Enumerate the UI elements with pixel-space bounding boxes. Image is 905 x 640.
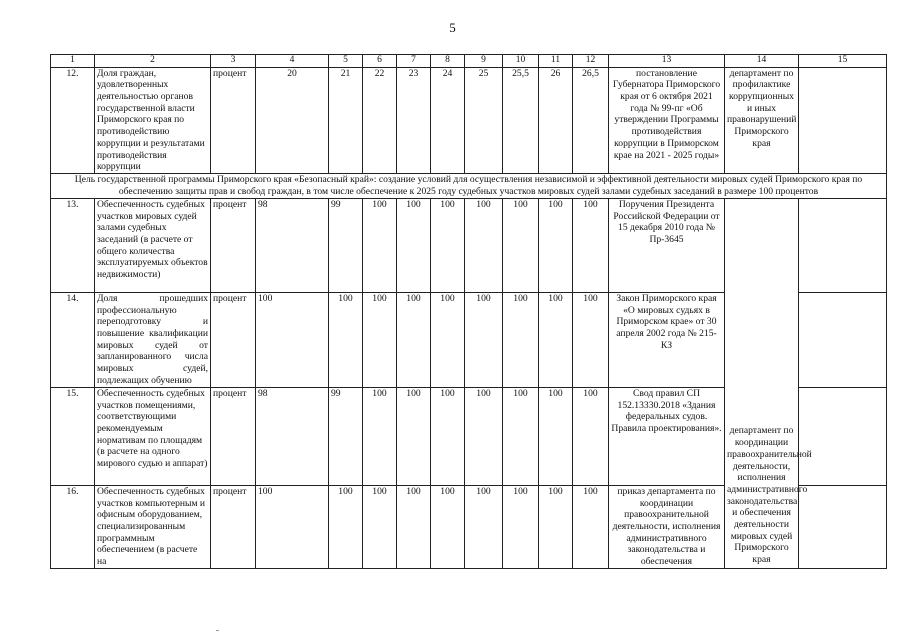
value-cell: 22 xyxy=(363,67,397,173)
column-header: 12 xyxy=(573,55,609,68)
column-header: 14 xyxy=(725,55,799,68)
value-cell: 100 xyxy=(431,292,465,387)
value-cell: 100 xyxy=(573,198,609,292)
row-number: 15. xyxy=(51,387,95,485)
column-header: 11 xyxy=(539,55,573,68)
value-cell: 100 xyxy=(363,485,397,568)
basis-document: Поручения Президента Российской Федерации от 15 декабря 2010 года № Пр-3645 xyxy=(609,198,725,292)
value-cell: 100 xyxy=(465,198,503,292)
value-cell: 100 xyxy=(256,485,329,568)
column-header: 7 xyxy=(397,55,431,68)
column-header: 6 xyxy=(363,55,397,68)
row-number: 16. xyxy=(51,485,95,568)
value-cell: 100 xyxy=(573,292,609,387)
column-header: 2 xyxy=(95,55,211,68)
column-header: 1 xyxy=(51,55,95,68)
value-cell: 100 xyxy=(539,198,573,292)
table-row xyxy=(51,67,887,173)
responsible-body: департамент по профилактике коррупционных и иных правонарушений Приморского края xyxy=(725,67,799,173)
indicator-name: Доля прошедших профессиональную переподготовку и повышение квалификации мировых судей от запланированного числа мировых судей, подлежащих обучению xyxy=(95,292,211,387)
row-number: 14. xyxy=(51,292,95,387)
value-cell: 100 xyxy=(397,198,431,292)
value-cell: 98 xyxy=(256,387,329,485)
value-cell: 99 xyxy=(329,387,363,485)
column-header: 8 xyxy=(431,55,465,68)
value-cell: 100 xyxy=(431,198,465,292)
value-cell: 100 xyxy=(363,198,397,292)
value-cell: 23 xyxy=(397,67,431,173)
unit: процент xyxy=(211,292,256,387)
value-cell: 100 xyxy=(431,387,465,485)
value-cell: 100 xyxy=(503,292,539,387)
program-goal: Цель государственной программы Приморского края «Безопасный край»: создание условий для осуществления независимой и эффективной деятельности мировых судей Приморского края по обеспечению защиты прав и свобод граждан, в том числе обеспечение к 2025 году судебных участков мировых судей залами судебных заседаний в размере 100 процентов xyxy=(51,173,887,198)
value-cell: 100 xyxy=(397,292,431,387)
value-cell: 100 xyxy=(363,292,397,387)
value-cell: 25 xyxy=(465,67,503,173)
value-cell: 100 xyxy=(329,292,363,387)
value-cell: 100 xyxy=(397,485,431,568)
unit: процент xyxy=(211,198,256,292)
column-header: 5 xyxy=(329,55,363,68)
indicator-name: Обеспеченность судебных участков помещениями, соответствующими рекомендуемым нормативам по площадям (в расчете на одного мирового судью и аппарат) xyxy=(95,387,211,485)
value-cell: 100 xyxy=(539,387,573,485)
value-cell: 100 xyxy=(465,387,503,485)
column-number-header xyxy=(51,55,887,68)
responsible-body: департамент по координации правоохранительной деятельности, исполнения административного законодательства и обеспечения деятельности мировых судей Приморского края xyxy=(727,425,812,566)
indicator-name: Доля граждан, удовлетворенных деятельностью органов государственной власти Приморского края по противодействию коррупции и результатами противодействия коррупции xyxy=(95,67,211,173)
indicator-name: Обеспеченность судебных участков мировых судей залами судебных заседаний (в расчете от общего количества эксплуатируемых объектов недвижимости) xyxy=(95,198,211,292)
page-number: 5 xyxy=(449,20,456,35)
value-cell: 100 xyxy=(397,387,431,485)
value-cell: 99 xyxy=(329,198,363,292)
empty-cell xyxy=(799,387,887,485)
empty-cell xyxy=(799,485,887,568)
value-cell: 100 xyxy=(465,292,503,387)
indicators-table xyxy=(50,54,887,569)
value-cell: 20 xyxy=(256,67,329,173)
value-cell: 24 xyxy=(431,67,465,173)
column-header: 3 xyxy=(211,55,256,68)
column-header: 10 xyxy=(503,55,539,68)
value-cell: 100 xyxy=(539,292,573,387)
column-header: 4 xyxy=(256,55,329,68)
goal-row xyxy=(51,173,887,198)
basis-document: приказ департамента по координации правоохранительной деятельности, исполнения административного законодательства и обеспечения xyxy=(609,485,725,568)
empty-cell xyxy=(799,67,887,173)
value-cell: 100 xyxy=(573,485,609,568)
value-cell: 100 xyxy=(363,387,397,485)
basis-document: постановление Губернатора Приморского края от 6 октября 2021 года № 99-пг «Об утверждении Программы противодействия коррупции в Приморском крае на 2021 - 2025 годы» xyxy=(609,67,725,173)
table-row xyxy=(51,198,887,292)
unit: процент xyxy=(211,387,256,485)
scan-mark xyxy=(216,630,219,631)
value-cell: 25,5 xyxy=(503,67,539,173)
value-cell: 26,5 xyxy=(573,67,609,173)
basis-document: Свод правил СП 152.13330.2018 «Здания федеральных судов. Правила проектирования». xyxy=(609,387,725,485)
unit: процент xyxy=(211,67,256,173)
value-cell: 100 xyxy=(431,485,465,568)
value-cell: 100 xyxy=(503,198,539,292)
column-header: 15 xyxy=(799,55,887,68)
value-cell: 100 xyxy=(256,292,329,387)
value-cell: 100 xyxy=(329,485,363,568)
value-cell: 100 xyxy=(503,387,539,485)
empty-cell xyxy=(799,198,887,292)
value-cell: 100 xyxy=(539,485,573,568)
value-cell: 100 xyxy=(465,485,503,568)
value-cell: 21 xyxy=(329,67,363,173)
responsible-body-shared xyxy=(725,198,812,568)
value-cell: 100 xyxy=(503,485,539,568)
basis-document: Закон Приморского края «О мировых судьях в Приморском крае» от 30 апреля 2002 года № 215-КЗ xyxy=(609,292,725,387)
unit: процент xyxy=(211,485,256,568)
indicator-name: Обеспеченность судебных участков компьютерным и офисным оборудованием, специализированным программным обеспечением (в расчете на xyxy=(95,485,211,568)
row-number: 12. xyxy=(51,67,95,173)
row-number: 13. xyxy=(51,198,95,292)
empty-cell xyxy=(799,292,887,387)
value-cell: 100 xyxy=(573,387,609,485)
column-header: 9 xyxy=(465,55,503,68)
value-cell: 26 xyxy=(539,67,573,173)
value-cell: 98 xyxy=(256,198,329,292)
column-header: 13 xyxy=(609,55,725,68)
